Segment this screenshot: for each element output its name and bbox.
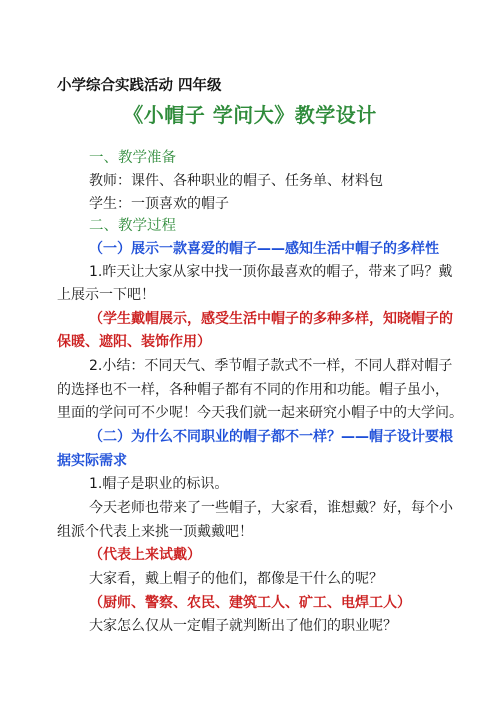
section-heading-preparation: 一、教学准备: [89, 150, 176, 166]
paragraph-line: 组派个代表上来挑一顶戴戴吧！: [57, 524, 253, 540]
subsection-heading-2: （二）为什么不同职业的帽子都不一样？——帽子设计要根: [89, 429, 453, 445]
subsection-heading-1: （一）展示一款喜爱的帽子——感知生活中帽子的多样性: [89, 241, 439, 257]
paragraph-line: 1.昨天让大家从家中找一顶你最喜欢的帽子，带来了吗？戴: [89, 264, 453, 280]
paragraph-line: 的选择也不一样，各种帽子都有不同的作用和功能。帽子虽小，: [57, 382, 449, 398]
course-header: 小学综合实践活动 四年级: [57, 78, 222, 94]
activity-note: （学生戴帽展示，感受生活中帽子的多种多样，知晓帽子的: [89, 311, 453, 327]
paragraph-line: 2.小结：不同天气、季节帽子款式不一样，不同人群对帽子: [89, 358, 453, 374]
student-materials: 学生：一顶喜欢的帽子: [89, 196, 229, 212]
subsection-heading-2-continued: 据实际需求: [57, 453, 127, 469]
teacher-materials: 教师：课件、各种职业的帽子、任务单、材料包: [89, 173, 383, 189]
activity-note: 保暖、遮阳、装饰作用）: [57, 334, 211, 350]
document-title: 《小帽子 学问大》教学设计: [123, 103, 377, 127]
activity-note: （厨师、警察、农民、建筑工人、矿工、电焊工人）: [89, 595, 411, 611]
section-heading-process: 二、教学过程: [89, 218, 176, 234]
paragraph-line: 里面的学问可不少呢！今天我们就一起来研究小帽子中的大学问。: [57, 405, 463, 421]
paragraph-line: 上展示一下吧！: [57, 287, 155, 303]
paragraph-line: 今天老师也带来了一些帽子，大家看，谁想戴？好，每个小: [89, 500, 453, 516]
paragraph-line: 大家怎么仅从一定帽子就判断出了他们的职业呢？: [89, 618, 397, 634]
paragraph-line: 1.帽子是职业的标识。: [89, 476, 229, 492]
paragraph-line: 大家看，戴上帽子的他们，都像是干什么的呢？: [89, 571, 383, 587]
activity-note: （代表上来试戴）: [89, 547, 201, 563]
